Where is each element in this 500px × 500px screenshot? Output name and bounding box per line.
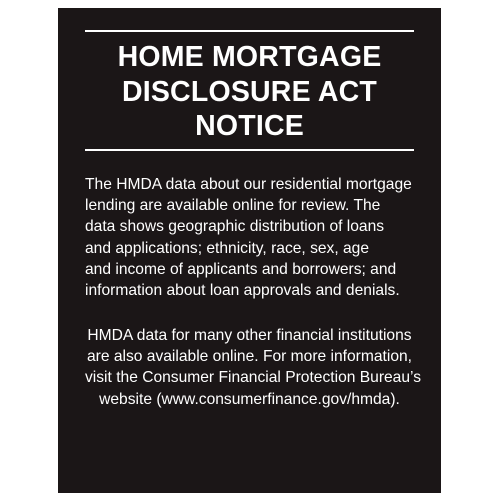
hmda-data-paragraph — [85, 174, 414, 301]
paragraph-line: and income of applicants and borrowers; and — [85, 260, 397, 278]
paragraph-line: data shows geographic distribution of loans — [85, 218, 385, 236]
more-info-paragraph — [85, 325, 422, 410]
paragraph-line: HMDA data for many other financial institutions — [87, 327, 412, 344]
paragraph-line: visit the Consumer Financial Protection Bureau’s — [85, 369, 422, 387]
bottom-divider — [85, 149, 414, 151]
title-line: HOME MORTGAGE — [117, 41, 382, 73]
hmda-notice-poster — [58, 8, 441, 493]
title-line: DISCLOSURE ACT — [121, 75, 378, 108]
paragraph-line: website (www.consumerfinance.gov/hmda). — [99, 390, 400, 408]
paragraph-line: lending are available online for review. The — [85, 197, 381, 215]
title-line: NOTICE — [195, 110, 304, 142]
top-divider — [85, 30, 414, 32]
paragraph-line: The HMDA data about our residential mortgage — [85, 176, 412, 193]
paragraph-line: and applications; ethnicity, race, sex, age — [85, 239, 370, 257]
paragraph-line: are also available online. For more information, — [86, 348, 413, 366]
notice-title — [58, 40, 441, 144]
paragraph-line: information about loan approvals and denials. — [85, 282, 400, 300]
